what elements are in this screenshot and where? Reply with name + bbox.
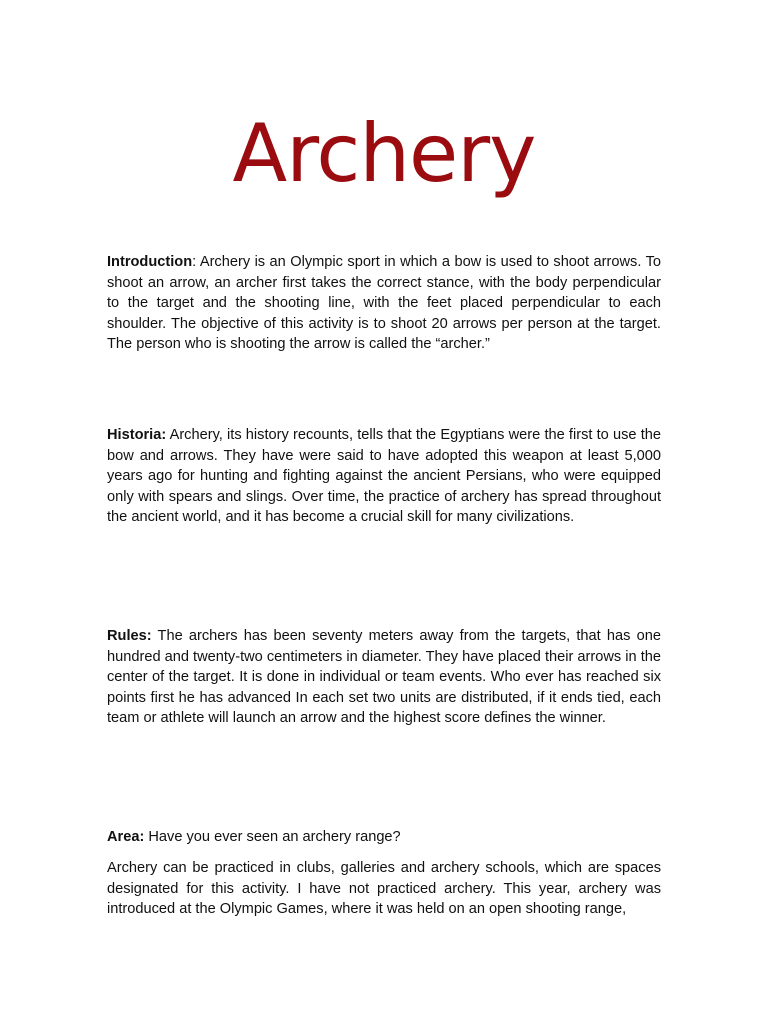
area-body-paragraph: Archery can be practiced in clubs, galleries and archery schools, which are spaces designated for this activity. I have not practiced archery. This year, archery was introduced at the Olympic Games, where it was held on an open shooting range, xyxy=(107,860,661,918)
introduction-paragraph xyxy=(107,252,661,355)
document-title: Archery xyxy=(232,107,536,200)
introduction-text: Archery is an Olympic sport in which a bow is used to shoot arrows. To shoot an arrow, an archer first takes the correct stance, with the body perpendicular to the target and the shooting line, with the feet placed perpendicular to each shoulder. The objective of this activity is to shoot 20 arrows per person at the target. The person who is shooting the arrow is called the “archer.” xyxy=(107,254,661,353)
history-heading: Historia: xyxy=(107,427,167,443)
introduction-separator: : xyxy=(192,254,197,270)
rules-heading: Rules: xyxy=(107,628,152,644)
area-paragraph xyxy=(107,827,661,848)
area-text: Have you ever seen an archery range? xyxy=(144,829,401,845)
introduction-heading: Introduction xyxy=(107,254,193,270)
rules-paragraph xyxy=(107,626,661,729)
history-paragraph xyxy=(107,425,661,528)
history-text: Archery, its history recounts, tells that the Egyptians were the first to use the bow and arrows. They have were said to have adopted this weapon at least 5,000 years ago for hunting and fighting against the ancient Persians, who were equipped only with spears and slings. Over time, the practice of archery has spread throughout the ancient world, and it has become a crucial skill for many civilizations. xyxy=(107,427,661,526)
area-heading: Area: xyxy=(107,829,145,845)
rules-text: The archers has been seventy meters away from the targets, that has one hundred and twenty-two centimeters in diameter. They have placed their arrows in the center of the target. It is done in individual or team events. Who ever has reached six points first he has advanced In each set two units are distributed, if it ends tied, each team or athlete will launch an arrow and the highest score defines the winner. xyxy=(107,628,661,727)
